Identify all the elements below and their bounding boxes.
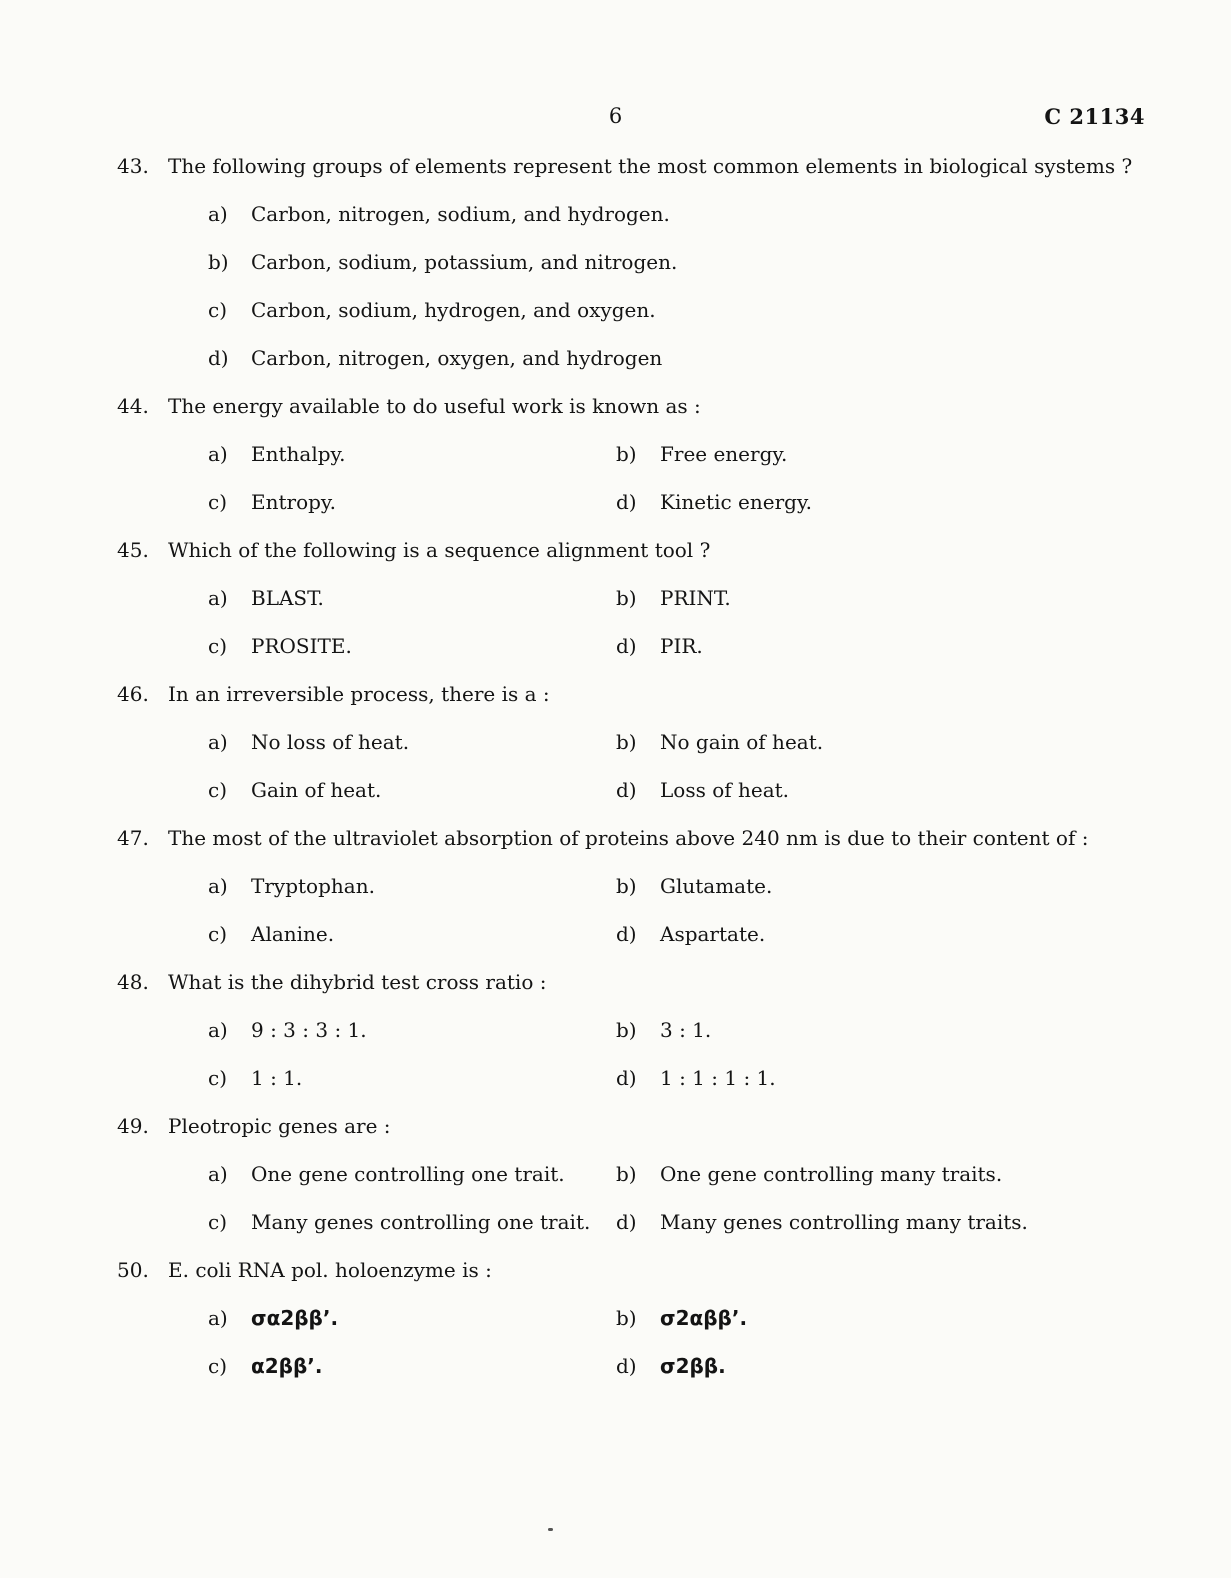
option-text: Gain of heat. (251, 778, 382, 802)
option-letter: d) (616, 778, 637, 802)
option-text: One gene controlling one trait. (251, 1162, 565, 1186)
option-text: One gene controlling many traits. (660, 1162, 1003, 1186)
question-47 (0, 814, 1231, 958)
option-letter: a) (208, 1018, 228, 1042)
option-row (0, 1006, 1231, 1054)
option-letter: b) (616, 442, 637, 466)
option-letter: c) (208, 298, 228, 322)
option-letter: c) (208, 1354, 228, 1378)
option-text: σ2ββ. (660, 1354, 726, 1378)
option-text: BLAST. (251, 586, 324, 610)
question-stem (0, 814, 1231, 862)
option-letter: d) (616, 922, 637, 946)
option-text: 1 : 1. (251, 1066, 303, 1090)
question-stem (0, 142, 1231, 190)
option-letter: a) (208, 442, 228, 466)
option-text: Carbon, nitrogen, oxygen, and hydrogen (251, 346, 663, 370)
option-row (0, 622, 1231, 670)
option-letter: a) (208, 1306, 228, 1330)
option-text: PROSITE. (251, 634, 352, 658)
exam-code: C 21134 (1044, 104, 1145, 129)
question-number: 46. (117, 682, 149, 706)
option-text: PRINT. (660, 586, 731, 610)
question-48 (0, 958, 1231, 1102)
question-text: The energy available to do useful work is known as : (168, 394, 701, 418)
option-row (0, 1294, 1231, 1342)
option-letter: a) (208, 730, 228, 754)
option-letter: d) (616, 1354, 637, 1378)
option-row (0, 286, 1231, 334)
option-text: Tryptophan. (251, 874, 375, 898)
option-row (0, 766, 1231, 814)
option-text: 1 : 1 : 1 : 1. (660, 1066, 776, 1090)
option-letter: d) (616, 1066, 637, 1090)
question-text: The most of the ultraviolet absorption of proteins above 240 nm is due to their content of : (168, 826, 1089, 850)
option-text: Entropy. (251, 490, 336, 514)
question-stem (0, 958, 1231, 1006)
option-text: Kinetic energy. (660, 490, 812, 514)
option-text: Aspartate. (660, 922, 766, 946)
question-49 (0, 1102, 1231, 1246)
question-number: 45. (117, 538, 149, 562)
option-letter: b) (208, 250, 229, 274)
question-text: What is the dihybrid test cross ratio : (168, 970, 547, 994)
option-text: Glutamate. (660, 874, 773, 898)
option-letter: d) (616, 634, 637, 658)
question-text: In an irreversible process, there is a : (168, 682, 550, 706)
option-text: α2ββ’. (251, 1354, 323, 1378)
option-text: No gain of heat. (660, 730, 824, 754)
option-letter: c) (208, 634, 228, 658)
option-text: 3 : 1. (660, 1018, 712, 1042)
option-letter: c) (208, 1210, 228, 1234)
option-row (0, 1150, 1231, 1198)
option-letter: d) (208, 346, 229, 370)
option-row (0, 478, 1231, 526)
option-text: Carbon, sodium, potassium, and nitrogen. (251, 250, 678, 274)
option-text: No loss of heat. (251, 730, 410, 754)
option-letter: a) (208, 202, 228, 226)
option-letter: b) (616, 1018, 637, 1042)
question-text: Pleotropic genes are : (168, 1114, 391, 1138)
question-list (0, 142, 1231, 1390)
option-letter: a) (208, 1162, 228, 1186)
question-text: E. coli RNA pol. holoenzyme is : (168, 1258, 492, 1282)
option-letter: c) (208, 1066, 228, 1090)
option-letter: b) (616, 1306, 637, 1330)
question-46 (0, 670, 1231, 814)
question-43 (0, 142, 1231, 382)
option-text: Carbon, nitrogen, sodium, and hydrogen. (251, 202, 670, 226)
question-text: The following groups of elements represent the most common elements in biological systems ? (168, 154, 1133, 178)
question-stem (0, 526, 1231, 574)
question-stem (0, 1102, 1231, 1150)
option-row (0, 1054, 1231, 1102)
option-text: Many genes controlling one trait. (251, 1210, 591, 1234)
option-text: Enthalpy. (251, 442, 346, 466)
question-text: Which of the following is a sequence alignment tool ? (168, 538, 711, 562)
option-letter: b) (616, 1162, 637, 1186)
option-row (0, 238, 1231, 286)
option-row (0, 574, 1231, 622)
option-letter: c) (208, 922, 228, 946)
question-stem (0, 670, 1231, 718)
question-number: 48. (117, 970, 149, 994)
option-letter: a) (208, 874, 228, 898)
option-row (0, 430, 1231, 478)
option-letter: c) (208, 778, 228, 802)
option-text: Alanine. (251, 922, 335, 946)
option-text: 9 : 3 : 3 : 1. (251, 1018, 367, 1042)
option-letter: d) (616, 1210, 637, 1234)
option-text: Loss of heat. (660, 778, 790, 802)
option-row (0, 1342, 1231, 1390)
option-text: Free energy. (660, 442, 788, 466)
option-text: σ2αββ’. (660, 1306, 748, 1330)
question-number: 44. (117, 394, 149, 418)
option-letter: d) (616, 490, 637, 514)
option-text: Many genes controlling many traits. (660, 1210, 1028, 1234)
option-text: Carbon, sodium, hydrogen, and oxygen. (251, 298, 656, 322)
question-number: 49. (117, 1114, 149, 1138)
option-letter: b) (616, 586, 637, 610)
question-45 (0, 526, 1231, 670)
option-letter: c) (208, 490, 228, 514)
question-number: 50. (117, 1258, 149, 1282)
question-number: 43. (117, 154, 149, 178)
question-50 (0, 1246, 1231, 1390)
option-text: σα2ββ’. (251, 1306, 339, 1330)
option-letter: b) (616, 874, 637, 898)
option-row (0, 1198, 1231, 1246)
option-row (0, 334, 1231, 382)
option-row (0, 718, 1231, 766)
page-mark (548, 1528, 553, 1531)
option-text: PIR. (660, 634, 703, 658)
question-44 (0, 382, 1231, 526)
option-row (0, 862, 1231, 910)
option-row (0, 190, 1231, 238)
page-number: 6 (608, 104, 623, 128)
option-letter: a) (208, 586, 228, 610)
question-stem (0, 382, 1231, 430)
option-letter: b) (616, 730, 637, 754)
option-row (0, 910, 1231, 958)
question-stem (0, 1246, 1231, 1294)
question-number: 47. (117, 826, 149, 850)
